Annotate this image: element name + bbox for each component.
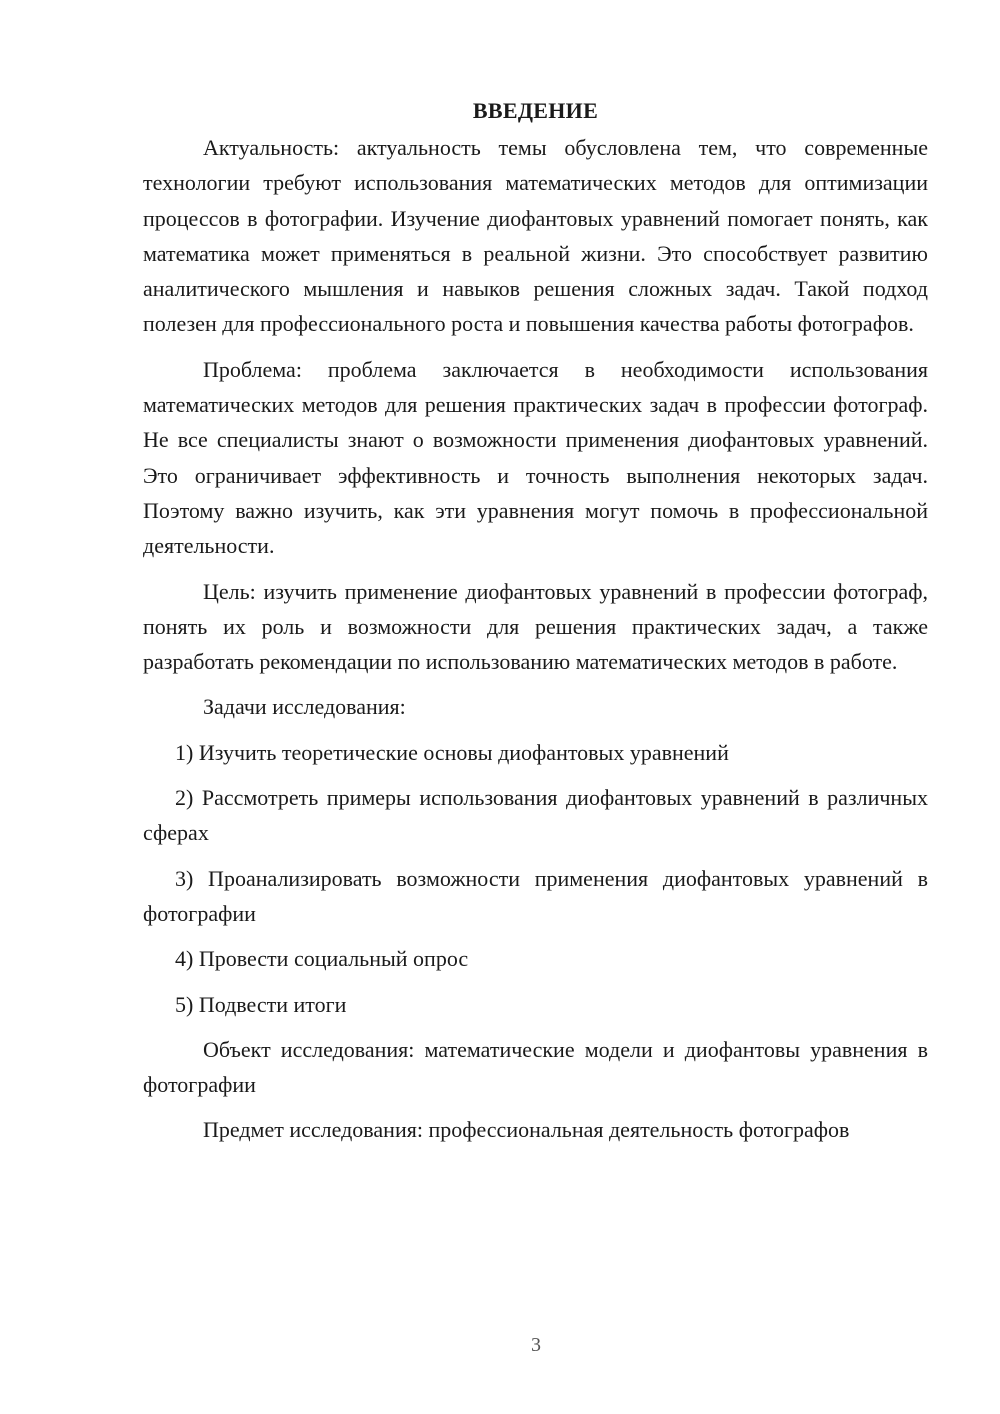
section-heading: ВВЕДЕНИЕ	[472, 98, 599, 123]
task-item-1: 1) Изучить теоретические основы диофантовых уравнений	[175, 739, 729, 765]
page-content	[143, 96, 928, 1158]
page-number: 3	[531, 1334, 541, 1356]
task-item-3: 3) Проанализировать возможности применения диофантовых уравнений в фотографии	[143, 865, 928, 926]
task-item-4: 4) Провести социальный опрос	[175, 946, 469, 972]
problem-paragraph: Проблема: проблема заключается в необходимости использования математических методов для решения практических задач в профессии фотограф. Не все специалисты знают о возможности применения диофантовых уравнений. Это ограничивает эффективность и точность выполнения некоторых задач. Поэтому важно изучить, как эти уравнения могут помочь в профессиональной деятельности.	[143, 356, 928, 559]
subject-paragraph: Предмет исследования: профессиональная деятельность фотографов	[203, 1117, 850, 1143]
tasks-intro: Задачи исследования:	[203, 694, 406, 720]
task-item-2: 2) Рассмотреть примеры использования диофантовых уравнений в различных сферах	[143, 785, 928, 846]
object-paragraph: Объект исследования: математические модели и диофантовы уравнения в фотографии	[143, 1036, 928, 1098]
relevance-paragraph: Актуальность: актуальность темы обусловлена тем, что современные технологии требуют использования математических методов для оптимизации процессов в фотографии. Изучение диофантовых уравнений помогает понять, как математика может применяться в реальной жизни. Это способствует развитию аналитического мышления и навыков решения сложных задач. Такой подход полезен для профессионального роста и повышения качества работы фотографов.	[143, 135, 928, 337]
task-item-5: 5) Подвести итоги	[175, 991, 347, 1017]
goal-paragraph: Цель: изучить применение диофантовых уравнений в профессии фотограф, понять их роль и возможности для решения практических задач, а также разработать рекомендации по использованию математических методов в работе.	[143, 578, 928, 675]
